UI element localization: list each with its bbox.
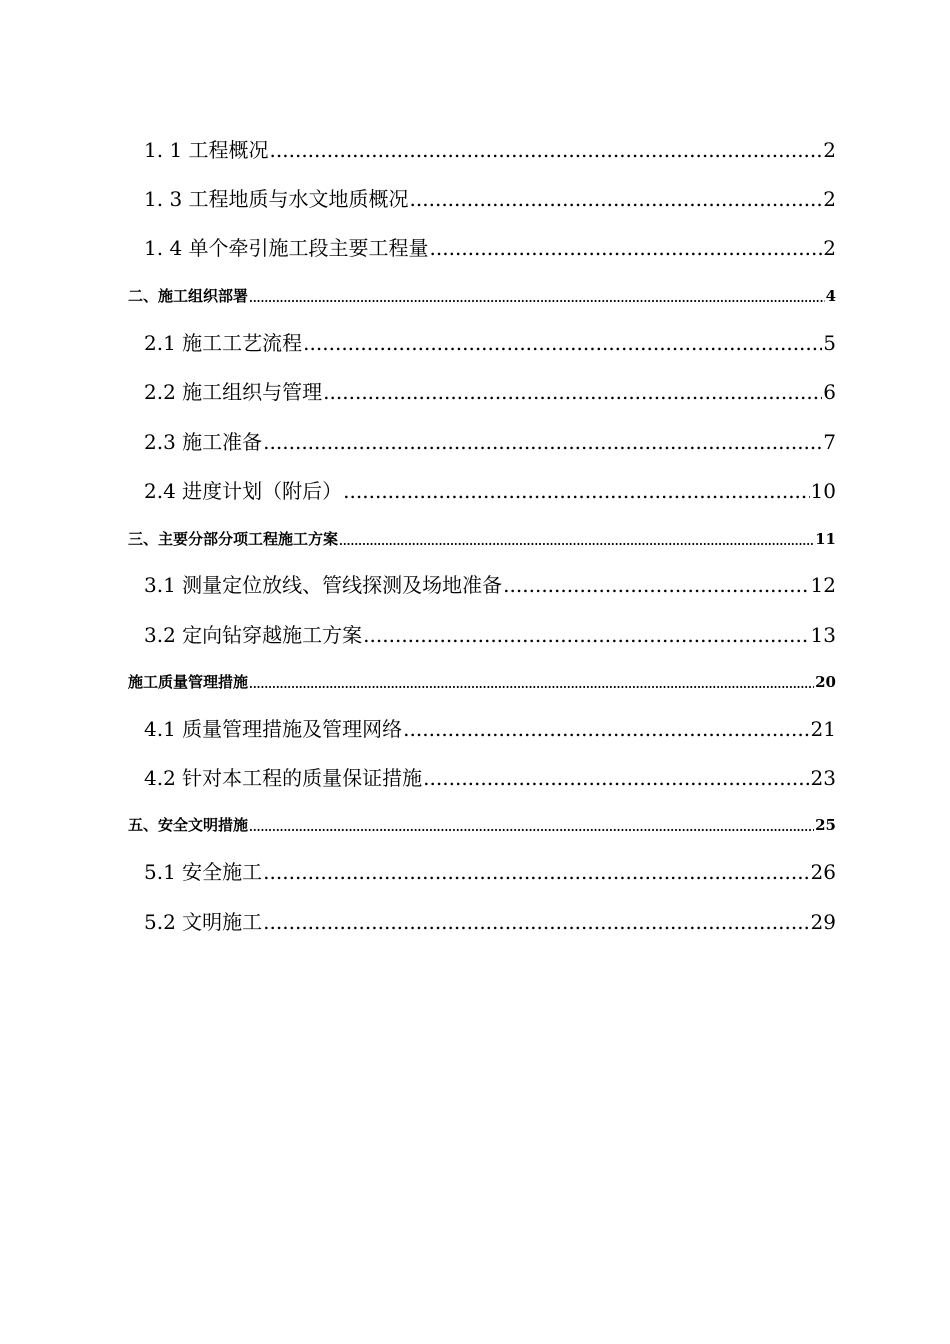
toc-dot-leader [363, 625, 809, 645]
toc-entry-page: 7 [823, 430, 836, 454]
toc-entry-title: 1. 1 工程概况 [144, 138, 269, 162]
toc-entry-title: 4.2 针对本工程的质量保证措施 [144, 766, 423, 790]
toc-entry-title: 2.4 进度计划（附后） [144, 479, 343, 503]
toc-dot-leader [410, 189, 823, 209]
toc-entry[interactable] [144, 768, 836, 788]
toc-entry[interactable] [144, 140, 836, 160]
toc-dot-leader [423, 768, 809, 788]
toc-dot-leader [303, 333, 822, 353]
toc-entry-title: 2.2 施工组织与管理 [144, 380, 323, 404]
toc-entry-title: 五、安全文明措施 [128, 816, 249, 834]
toc-entry-page: 12 [810, 573, 836, 597]
toc-entry-page: 29 [810, 910, 836, 934]
toc-entry[interactable] [128, 289, 836, 304]
toc-entry-title: 2.3 施工准备 [144, 430, 263, 454]
toc-dot-leader [270, 140, 823, 160]
toc-entry-page: 11 [815, 530, 836, 548]
toc-entry-page: 26 [810, 860, 836, 884]
toc-dot-leader [430, 238, 823, 258]
toc-entry[interactable] [144, 238, 836, 258]
toc-entry-title: 施工质量管理措施 [128, 673, 249, 691]
toc-entry-title: 1. 4 单个牵引施工段主要工程量 [144, 236, 429, 260]
toc-dot-leader [263, 432, 822, 452]
toc-entry-title: 1. 3 工程地质与水文地质概况 [144, 187, 409, 211]
toc-entry-title: 三、主要分部分项工程施工方案 [128, 530, 339, 548]
toc-dot-leader [249, 679, 814, 690]
toc-entry[interactable] [144, 382, 836, 402]
toc-dot-leader [339, 536, 814, 547]
toc-dot-leader [503, 575, 809, 595]
toc-entry[interactable] [144, 719, 836, 739]
toc-entry[interactable] [144, 625, 836, 645]
toc-entry[interactable] [144, 912, 836, 932]
toc-entry[interactable] [144, 189, 836, 209]
toc-entry[interactable] [144, 432, 836, 452]
toc-dot-leader [249, 293, 825, 304]
toc-entry-title: 3.2 定向钻穿越施工方案 [144, 623, 363, 647]
toc-entry-page: 21 [810, 717, 836, 741]
toc-entry-title: 3.1 测量定位放线、管线探测及场地准备 [144, 573, 503, 597]
toc-dot-leader [263, 912, 809, 932]
toc-dot-leader [249, 822, 814, 833]
toc-entry-title: 2.1 施工工艺流程 [144, 331, 303, 355]
toc-entry-page: 23 [810, 766, 836, 790]
toc-entry[interactable] [144, 862, 836, 882]
toc-dot-leader [403, 719, 809, 739]
toc-entry-title: 4.1 质量管理措施及管理网络 [144, 717, 403, 741]
toc-entry[interactable] [144, 481, 836, 501]
toc-entry[interactable] [128, 532, 836, 547]
toc-entry-page: 4 [825, 287, 836, 305]
toc-dot-leader [263, 862, 809, 882]
toc-entry-title: 5.1 安全施工 [144, 860, 263, 884]
toc-entry-page: 10 [810, 479, 836, 503]
toc-entry[interactable] [128, 675, 836, 690]
toc-entry-page: 13 [810, 623, 836, 647]
toc-dot-leader [323, 382, 822, 402]
toc-entry-page: 5 [823, 331, 836, 355]
toc-entry-page: 25 [815, 816, 836, 834]
toc-entry-page: 2 [823, 236, 836, 260]
toc-entry-page: 20 [815, 673, 836, 691]
toc-entry[interactable] [144, 575, 836, 595]
toc-entry-page: 2 [823, 138, 836, 162]
toc-entry-title: 二、施工组织部署 [128, 287, 249, 305]
toc-entry-page: 2 [823, 187, 836, 211]
toc-entry-page: 6 [823, 380, 836, 404]
toc-entry[interactable] [144, 333, 836, 353]
toc-entry-title: 5.2 文明施工 [144, 910, 263, 934]
toc-dot-leader [343, 481, 809, 501]
toc-entry[interactable] [128, 818, 836, 833]
